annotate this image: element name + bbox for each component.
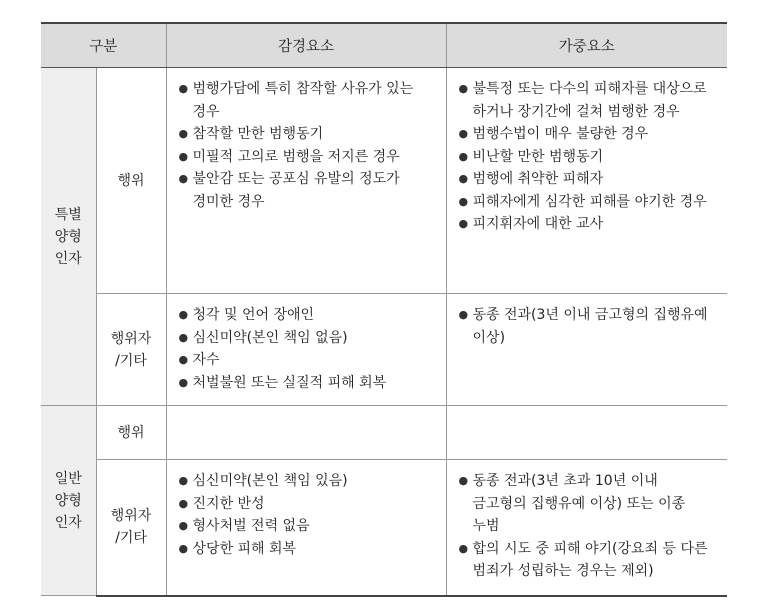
row-label xyxy=(96,406,166,460)
row-label-text: 행위 xyxy=(117,424,145,441)
list-item-text: 처벌불원 또는 실질적 피해 회복 xyxy=(192,374,387,391)
table-row xyxy=(41,294,727,406)
list-item xyxy=(179,168,434,213)
bullet-icon: ● xyxy=(178,330,189,344)
bullet-icon: ● xyxy=(178,82,189,95)
bullet-icon: ● xyxy=(178,519,189,532)
aggravating-cell xyxy=(446,294,727,406)
list-item xyxy=(179,349,434,372)
bullet-icon: ● xyxy=(458,217,469,230)
sentencing-factors-table xyxy=(41,22,727,597)
list-item xyxy=(179,515,434,538)
list-item-text: 동종 전과(3년 초과 10년 이내 금고형의 집행유예 이상) 또는 이종 누범 xyxy=(472,473,686,534)
header-mitigating: 감경요소 xyxy=(166,23,446,68)
list-item xyxy=(459,78,716,123)
mitigating-list xyxy=(179,470,434,560)
list-item-text: 피지휘자에 대한 교사 xyxy=(472,216,604,232)
list-item-text: 불특정 또는 다수의 피해자를 대상으로 하거나 장기간에 걸쳐 범행한 경우 xyxy=(472,81,707,120)
list-item xyxy=(179,123,434,146)
row-label-text: 행위자 /기타 xyxy=(110,330,152,369)
bullet-icon: ● xyxy=(178,375,189,389)
header-category: 구분 xyxy=(41,23,166,68)
section-title-text: 특별 양형 인자 xyxy=(54,206,82,267)
aggravating-cell xyxy=(446,68,727,294)
list-item xyxy=(179,372,434,395)
aggravating-cell xyxy=(446,406,727,460)
bullet-icon: ● xyxy=(178,541,189,555)
bullet-icon: ● xyxy=(458,149,469,163)
row-label-text: 행위 xyxy=(117,172,145,189)
table-row xyxy=(41,460,727,596)
section-title-general xyxy=(41,406,96,596)
table-header-row xyxy=(41,23,727,68)
list-item-text: 범행에 취약한 피해자 xyxy=(472,171,604,187)
list-item xyxy=(459,470,716,538)
list-item-text: 상당한 피해 회복 xyxy=(192,540,297,557)
list-item-text: 청각 및 언어 장애인 xyxy=(192,307,315,323)
bullet-icon: ● xyxy=(178,172,189,185)
bullet-icon: ● xyxy=(458,308,469,321)
table-row xyxy=(41,68,727,294)
section-title-special xyxy=(41,68,96,406)
list-item-text: 동종 전과(3년 이내 금고형의 집행유예 이상) xyxy=(472,307,708,346)
row-label xyxy=(96,294,166,406)
bullet-icon: ● xyxy=(178,496,189,510)
bullet-icon: ● xyxy=(458,172,469,185)
list-item xyxy=(459,191,716,214)
bullet-icon: ● xyxy=(458,82,469,95)
row-label-text: 행위자 /기타 xyxy=(110,508,152,547)
mitigating-list xyxy=(179,304,434,394)
bullet-icon: ● xyxy=(178,127,189,140)
table-row xyxy=(41,406,727,460)
bullet-icon: ● xyxy=(178,474,189,487)
aggravating-list xyxy=(459,304,716,349)
list-item-text: 비난할 만한 범행동기 xyxy=(472,148,604,165)
mitigating-cell xyxy=(166,460,446,596)
list-item-text: 피해자에게 심각한 피해를 야기한 경우 xyxy=(472,193,707,210)
list-item xyxy=(179,304,434,327)
mitigating-cell xyxy=(166,294,446,406)
list-item xyxy=(459,213,716,236)
list-item xyxy=(179,327,434,350)
list-item xyxy=(459,538,716,583)
mitigating-cell xyxy=(166,68,446,294)
list-item xyxy=(459,304,716,349)
aggravating-cell xyxy=(446,460,727,596)
list-item xyxy=(179,470,434,493)
bullet-icon: ● xyxy=(178,308,189,321)
bullet-icon: ● xyxy=(178,353,189,366)
bullet-icon: ● xyxy=(178,149,189,163)
list-item-text: 참작할 만한 범행동기 xyxy=(192,126,324,142)
list-item-text: 자수 xyxy=(192,352,220,368)
bullet-icon: ● xyxy=(458,127,469,140)
list-item-text: 합의 시도 중 피해 야기(강요죄 등 다른 범죄가 성립하는 경우는 제외) xyxy=(472,540,708,579)
bullet-icon: ● xyxy=(458,194,469,208)
list-item-text: 범행수법이 매우 불량한 경우 xyxy=(472,126,649,142)
mitigating-list xyxy=(179,78,434,213)
list-item xyxy=(179,538,434,561)
list-item xyxy=(179,78,434,123)
aggravating-list xyxy=(459,470,716,583)
list-item-text: 심신미약(본인 책임 없음) xyxy=(192,329,348,346)
list-item xyxy=(459,123,716,146)
list-item-text: 미필적 고의로 범행을 저지른 경우 xyxy=(192,148,400,165)
aggravating-list xyxy=(459,78,716,236)
list-item-text: 불안감 또는 공포심 유발의 정도가 경미한 경우 xyxy=(192,171,400,210)
header-aggravating: 가중요소 xyxy=(446,23,727,68)
list-item-text: 형사처벌 전력 없음 xyxy=(192,518,310,534)
row-label xyxy=(96,460,166,596)
mitigating-cell xyxy=(166,406,446,460)
bullet-icon: ● xyxy=(458,474,469,487)
list-item xyxy=(459,168,716,191)
list-item-text: 심신미약(본인 책임 있음) xyxy=(192,473,348,489)
sentencing-factors-table-wrapper xyxy=(41,22,727,597)
bullet-icon: ● xyxy=(458,541,469,555)
row-label xyxy=(96,68,166,294)
list-item-text: 진지한 반성 xyxy=(192,495,265,512)
list-item xyxy=(179,493,434,516)
list-item-text: 범행가담에 특히 참작할 사유가 있는 경우 xyxy=(192,81,414,120)
section-title-text: 일반 양형 인자 xyxy=(54,470,82,531)
list-item xyxy=(459,146,716,169)
list-item xyxy=(179,146,434,169)
